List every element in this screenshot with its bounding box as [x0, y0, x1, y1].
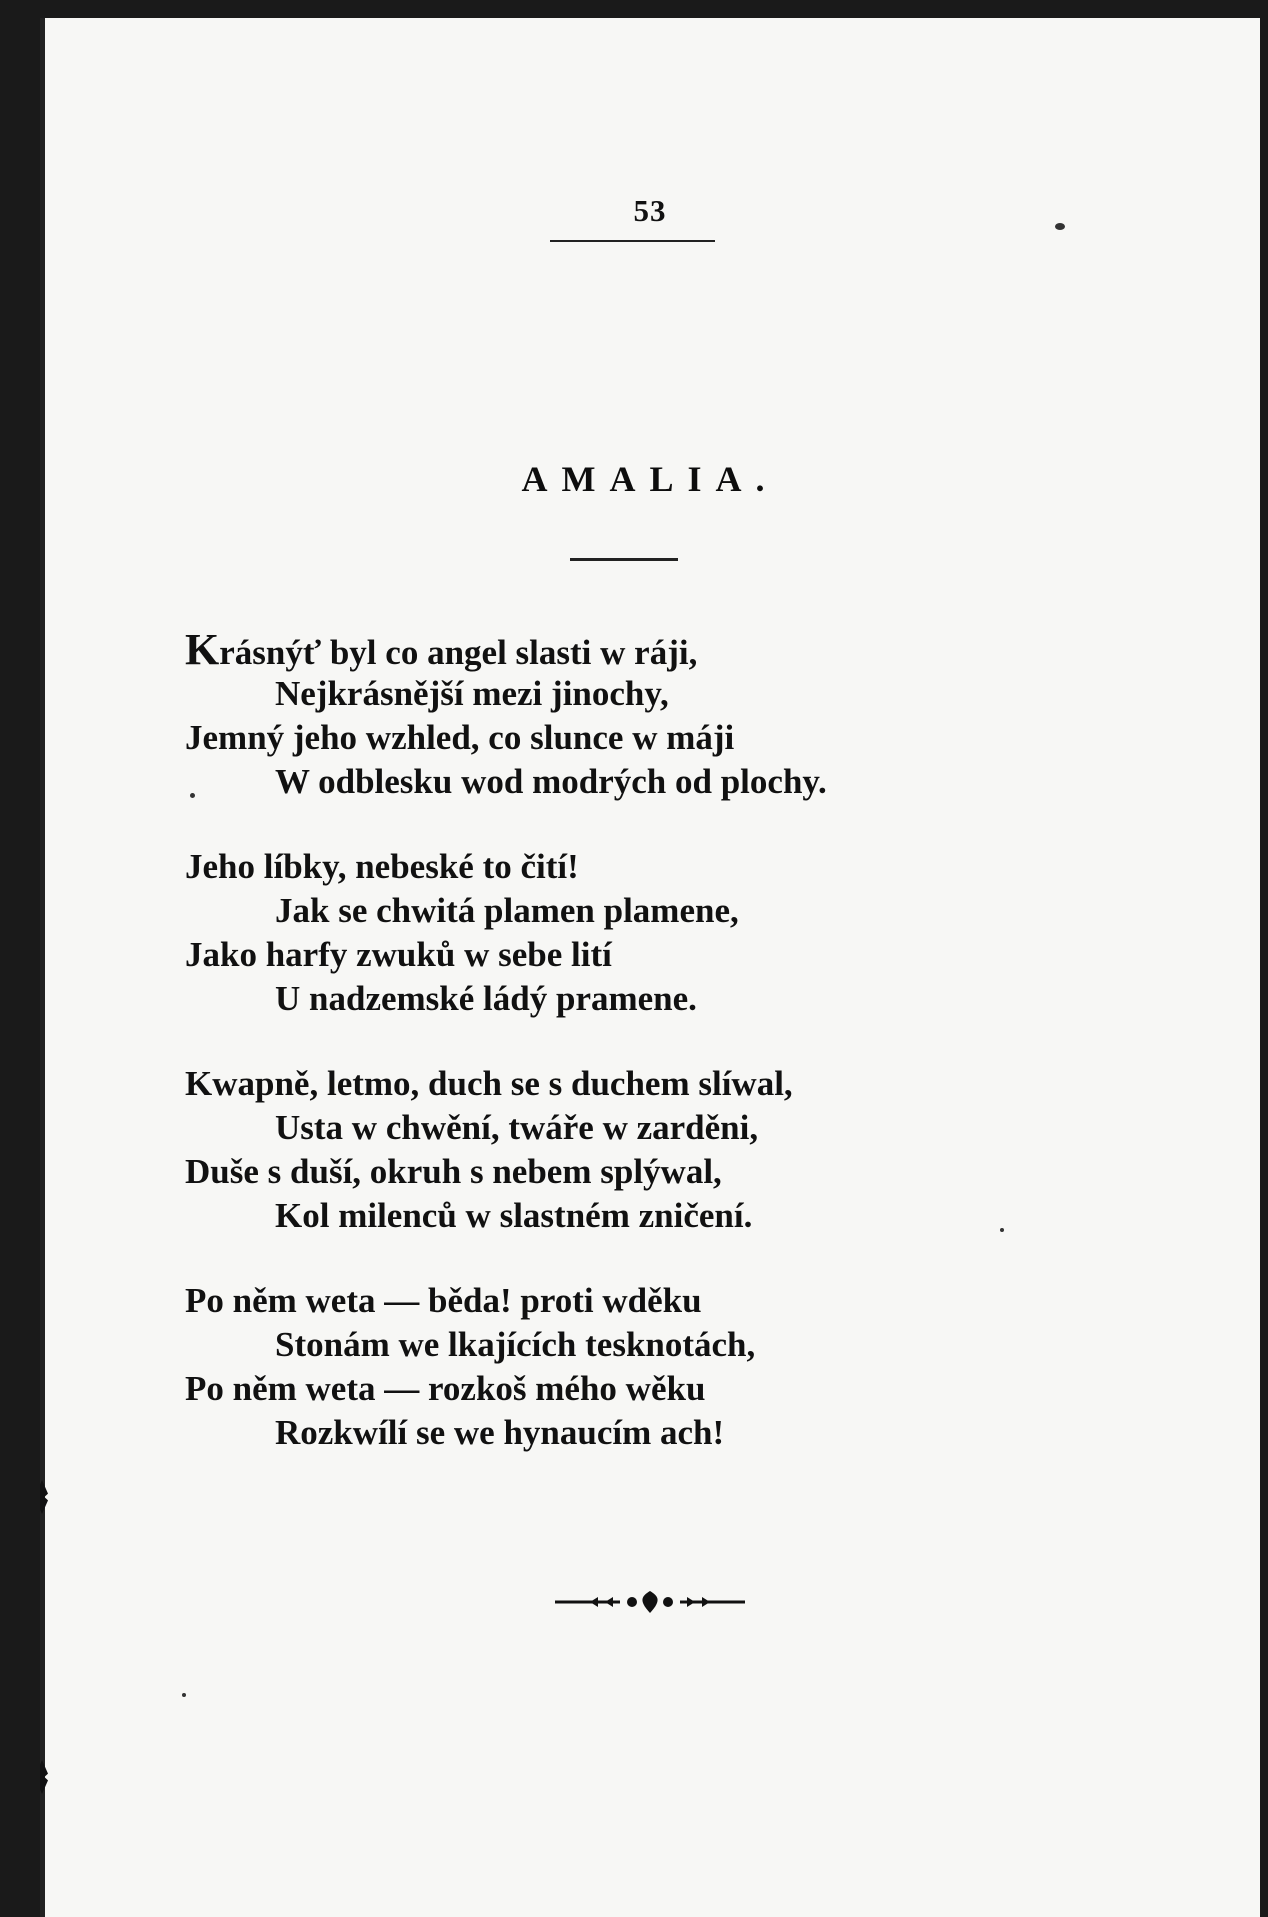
- book-page: [40, 18, 1260, 1917]
- gutter-mark: [40, 1760, 48, 1794]
- page-number: 53: [633, 193, 667, 228]
- poem-line: Jako harfy zwuků w sebe lití: [185, 935, 612, 974]
- poem-line: Po něm weta — rozkoš mého wěku: [185, 1369, 706, 1408]
- poem-line: [185, 625, 1185, 674]
- poem-line: Stonám we lkajících tesknotách,: [275, 1325, 756, 1364]
- stanza: [185, 845, 1185, 1021]
- poem-line: Jemný jeho wzhled, co slunce w máji: [185, 718, 735, 757]
- ornament-icon: [550, 1590, 750, 1614]
- page-number-rule: [550, 240, 715, 242]
- gutter-mark: [40, 1480, 48, 1514]
- drop-cap: K: [185, 625, 220, 674]
- poem-title: AMALIA.: [521, 459, 779, 499]
- poem-line: Nejkrásnější mezi jinochy,: [275, 674, 669, 713]
- poem-line-text: rásnýť byl co angel slasti w ráji,: [219, 633, 698, 672]
- poem-line: Kol milenců w slastném zničení.: [275, 1196, 753, 1235]
- poem-line: Kwapně, letmo, duch se s duchem slíwal,: [185, 1064, 793, 1103]
- stanza: [185, 1279, 1185, 1455]
- poem-line: Po něm weta — běda! proti wděku: [185, 1281, 702, 1320]
- poem-line: W odblesku wod modrých od plochy.: [275, 762, 827, 801]
- paper-speck: [190, 793, 195, 798]
- stanza: [185, 625, 1185, 804]
- poem-line: Rozkwílí se we hynaucím ach!: [275, 1413, 725, 1452]
- title-rule: [570, 558, 678, 561]
- printer-ornament: [40, 1590, 1260, 1619]
- gutter-line: [40, 18, 45, 1917]
- paper-speck: [182, 1693, 186, 1697]
- poem-line: Jak se chwitá plamen plamene,: [275, 891, 739, 930]
- poem-line: Duše s duší, okruh s nebem splýwal,: [185, 1152, 722, 1191]
- poem-line: U nadzemské ládý pramene.: [275, 979, 697, 1018]
- poem-body: [185, 625, 1185, 1496]
- poem-line: Usta w chwění, twáře w zarděni,: [275, 1108, 759, 1147]
- paper-speck: [1000, 1228, 1004, 1232]
- paper-speck: [1055, 223, 1065, 230]
- stanza: [185, 1062, 1185, 1238]
- poem-line: Jeho líbky, nebeské to čití!: [185, 847, 579, 886]
